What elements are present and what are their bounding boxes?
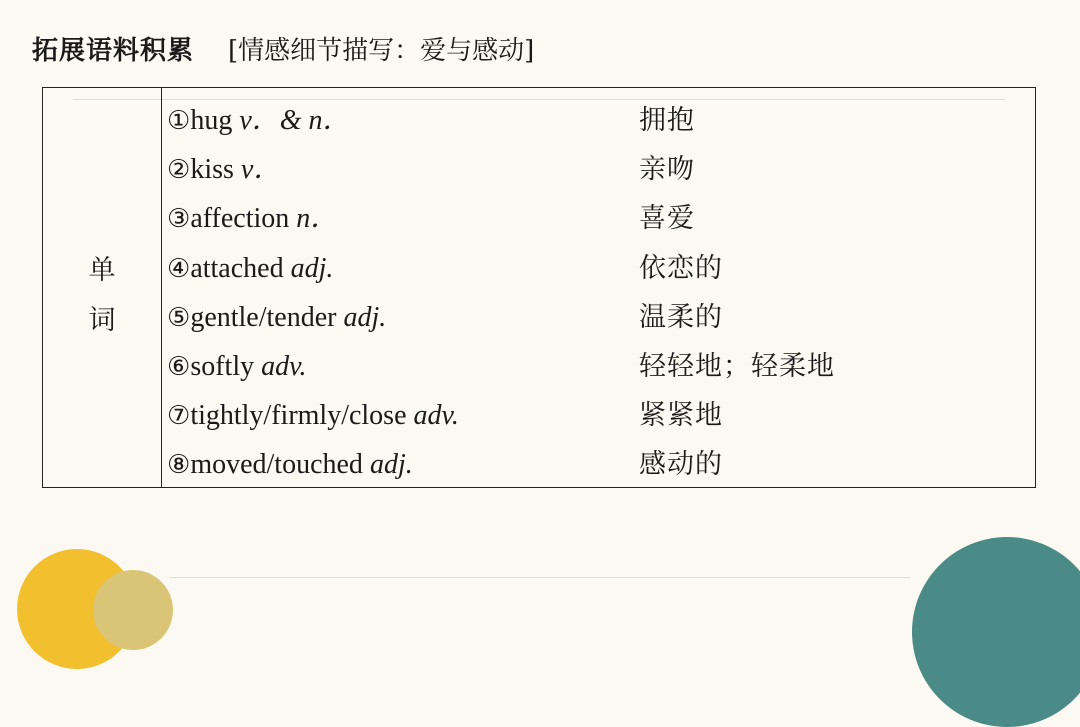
english-term <box>167 398 459 434</box>
table-row <box>167 146 1035 195</box>
english-term <box>167 251 333 287</box>
english-term <box>167 152 281 188</box>
part-of-speech: adv. <box>413 400 459 432</box>
page-header <box>32 30 534 74</box>
vocabulary-rows <box>167 97 1035 491</box>
category-char: 词 <box>88 305 116 336</box>
part-of-speech: n． <box>296 203 339 235</box>
word: gentle/tender <box>190 301 344 333</box>
english-term <box>167 103 351 139</box>
category-label <box>43 246 161 346</box>
table-row <box>167 195 1035 244</box>
english-term <box>167 201 338 237</box>
table-row <box>167 343 1035 392</box>
item-number: ⑥ <box>167 351 191 382</box>
chinese-meaning: 紧紧地 <box>639 400 723 432</box>
item-number: ⑧ <box>167 450 191 481</box>
word: attached <box>190 252 291 284</box>
item-number: ③ <box>167 204 191 235</box>
item-number: ① <box>167 106 191 136</box>
word: tightly/firmly/close <box>190 400 414 432</box>
footer-rule <box>170 577 910 578</box>
chinese-meaning: 轻轻地；轻柔地 <box>639 350 835 382</box>
part-of-speech: adv. <box>261 350 307 382</box>
decorative-teal-circle <box>912 537 1080 727</box>
english-term <box>167 349 306 385</box>
item-number: ⑦ <box>167 401 191 432</box>
chinese-meaning: 依恋的 <box>639 252 723 284</box>
chinese-meaning: 感动的 <box>639 449 723 481</box>
word: kiss <box>190 154 241 186</box>
english-term <box>167 447 413 483</box>
item-number: ⑤ <box>167 302 191 333</box>
page-title: 拓展语料积累 <box>32 36 195 66</box>
chinese-meaning: 亲吻 <box>639 154 695 186</box>
word: hug <box>190 105 240 136</box>
chinese-meaning: 喜爱 <box>639 203 695 235</box>
table-row <box>167 294 1035 343</box>
part-of-speech: adj. <box>290 252 334 284</box>
part-of-speech: v．& n． <box>239 105 351 136</box>
column-divider <box>161 88 162 487</box>
category-char: 单 <box>88 255 116 286</box>
item-number: ④ <box>167 253 191 284</box>
part-of-speech: adj. <box>369 449 413 481</box>
part-of-speech: adj. <box>343 301 387 333</box>
english-term <box>167 300 386 336</box>
word: softly <box>190 350 262 382</box>
table-row <box>167 441 1035 490</box>
chinese-meaning: 温柔的 <box>639 301 723 333</box>
word: moved/touched <box>190 449 370 481</box>
vocabulary-table <box>42 87 1036 488</box>
part-of-speech: v． <box>240 154 282 186</box>
chinese-meaning: 拥抱 <box>639 105 695 136</box>
page-subtitle: [情感细节描写：爱与感动] <box>228 36 535 66</box>
decorative-khaki-circle <box>93 570 173 650</box>
word: affection <box>190 203 297 235</box>
table-row <box>167 392 1035 441</box>
item-number: ② <box>167 155 191 186</box>
table-row <box>167 245 1035 294</box>
table-row <box>167 97 1035 146</box>
